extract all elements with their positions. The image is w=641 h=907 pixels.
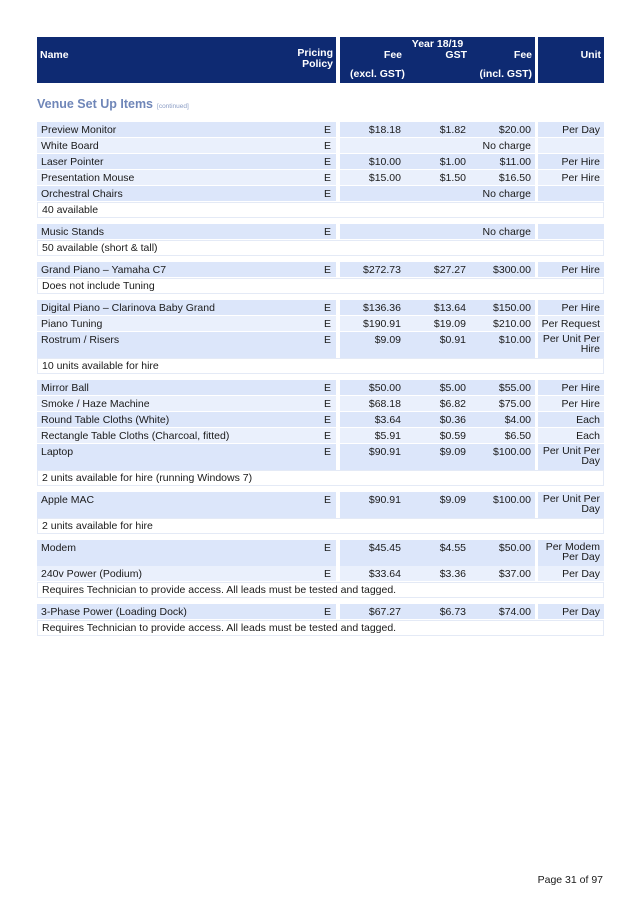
table-row: Digital Piano – Clarinova Baby Grand E $136.36 $13.64 $150.00 Per Hire bbox=[37, 300, 604, 315]
header-year bbox=[340, 37, 535, 83]
table-row: Rostrum / Risers E $9.09 $0.91 $10.00 Per Unit Per Hire bbox=[37, 332, 604, 358]
header-name: Name bbox=[37, 37, 336, 83]
table-row: White Board E No charge bbox=[37, 138, 604, 153]
table-row: Apple MAC E $90.91 $9.09 $100.00 Per Unit Per Day bbox=[37, 492, 604, 518]
table-row: Piano Tuning E $190.91 $19.09 $210.00 Per Request bbox=[37, 316, 604, 331]
table-row: Laser Pointer E $10.00 $1.00 $11.00 Per Hire bbox=[37, 154, 604, 169]
row-note: Does not include Tuning bbox=[37, 278, 604, 294]
table-row: Presentation Mouse E $15.00 $1.50 $16.50 Per Hire bbox=[37, 170, 604, 185]
table-row: 3-Phase Power (Loading Dock) E $67.27 $6.73 $74.00 Per Day bbox=[37, 604, 604, 619]
page-number: Page 31 of 97 bbox=[537, 874, 603, 886]
table-row: Rectangle Table Cloths (Charcoal, fitted) E $5.91 $0.59 $6.50 Each bbox=[37, 428, 604, 443]
table-row: 240v Power (Podium) E $33.64 $3.36 $37.00 Per Day bbox=[37, 566, 604, 581]
row-note: 2 units available for hire (running Windows 7) bbox=[37, 470, 604, 486]
header-gst: GST bbox=[445, 49, 467, 61]
row-note: 50 available (short & tall) bbox=[37, 240, 604, 256]
section-title: Venue Set Up Items [continued] bbox=[37, 97, 189, 111]
row-note: 2 units available for hire bbox=[37, 518, 604, 534]
header-incl-gst: (incl. GST) bbox=[479, 68, 532, 80]
table-row: Round Table Cloths (White) E $3.64 $0.36 $4.00 Each bbox=[37, 412, 604, 427]
row-note: Requires Technician to provide access. All leads must be tested and tagged. bbox=[37, 582, 604, 598]
header-fee: Fee bbox=[383, 49, 402, 61]
header-excl-gst: (excl. GST) bbox=[350, 68, 405, 80]
table-row: Preview Monitor E $18.18 $1.82 $20.00 Per Day bbox=[37, 122, 604, 137]
header-pricing-line2: Policy bbox=[302, 58, 333, 70]
row-note: Requires Technician to provide access. All leads must be tested and tagged. bbox=[37, 620, 604, 636]
table-row: Laptop E $90.91 $9.09 $100.00 Per Unit Per Day bbox=[37, 444, 604, 470]
header-year-title: Year 18/19 bbox=[411, 38, 464, 50]
row-note: 10 units available for hire bbox=[37, 358, 604, 374]
header-pricing-line1: Pricing bbox=[297, 47, 333, 59]
table-row: Modem E $45.45 $4.55 $50.00 Per Modem Per Day bbox=[37, 540, 604, 566]
table-row: Grand Piano – Yamaha C7 E $272.73 $27.27 $300.00 Per Hire bbox=[37, 262, 604, 277]
row-note: 40 available bbox=[37, 202, 604, 218]
table-row: Smoke / Haze Machine E $68.18 $6.82 $75.00 Per Hire bbox=[37, 396, 604, 411]
continued-label: [continued] bbox=[157, 103, 189, 110]
header-unit: Unit bbox=[538, 37, 604, 83]
table-row: Mirror Ball E $50.00 $5.00 $55.00 Per Hire bbox=[37, 380, 604, 395]
table-row: Music Stands E No charge bbox=[37, 224, 604, 239]
table-row: Orchestral Chairs E No charge bbox=[37, 186, 604, 201]
header-fee-incl: Fee bbox=[513, 49, 532, 61]
